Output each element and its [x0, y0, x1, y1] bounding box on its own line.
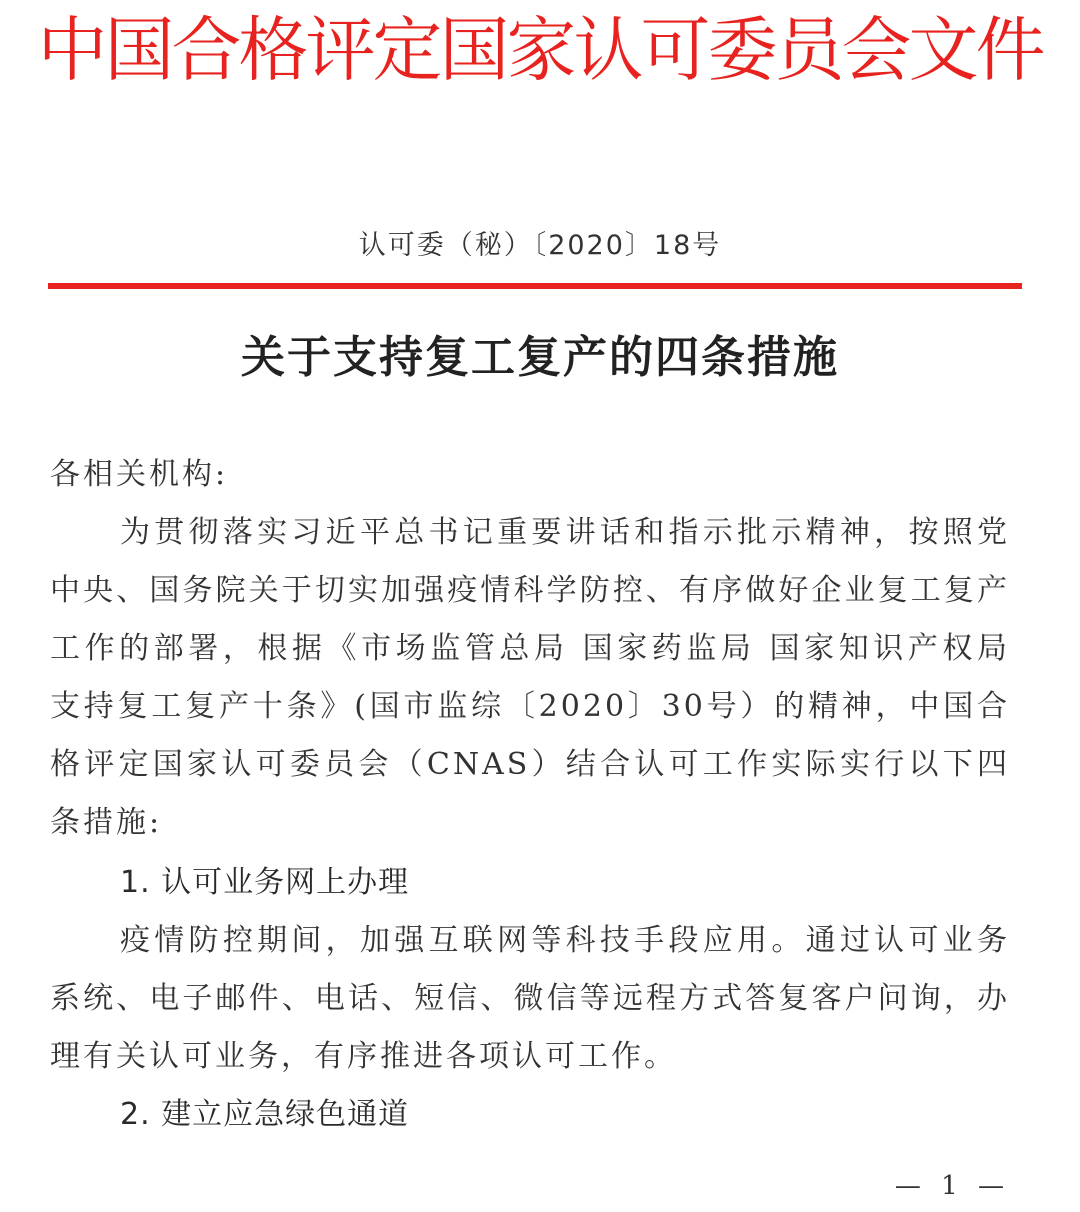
masthead-title: 中国合格评定国家认可委员会文件: [37, 9, 1043, 91]
section-heading-2: 2. 建立应急绿色通道: [120, 1097, 410, 1132]
intro-paragraph: 为贯彻落实习近平总书记重要讲话和指示批示精神，按照党中央、国务院关于切实加强疫情科学防控、有序做好企业复工复产工作的部署，根据《市场监管总局 国家药监局 国家知识产权局 支持复工复产十条》(国市监综〔2020〕30号）的精神，中国合格评定国家认可委员会（CNAS）结合认可工作实际实行以下四条措施:: [50, 515, 1010, 840]
section-paragraph-1: 疫情防控期间，加强互联网等科技手段应用。通过认可业务系统、电子邮件、电话、短信、微信等远程方式答复客户问询，办理有关认可业务，有序推进各项认可工作。: [50, 923, 1010, 1074]
document-number: 认可委（秘）〔2020〕18号: [358, 230, 722, 261]
red-divider-line: [48, 283, 1022, 289]
page-number: — 1 —: [894, 1171, 1010, 1201]
salutation: 各相关机构:: [50, 457, 229, 492]
document-title: 关于支持复工复产的四条措施: [241, 332, 839, 383]
section-heading-1: 1. 认可业务网上办理: [120, 865, 410, 900]
